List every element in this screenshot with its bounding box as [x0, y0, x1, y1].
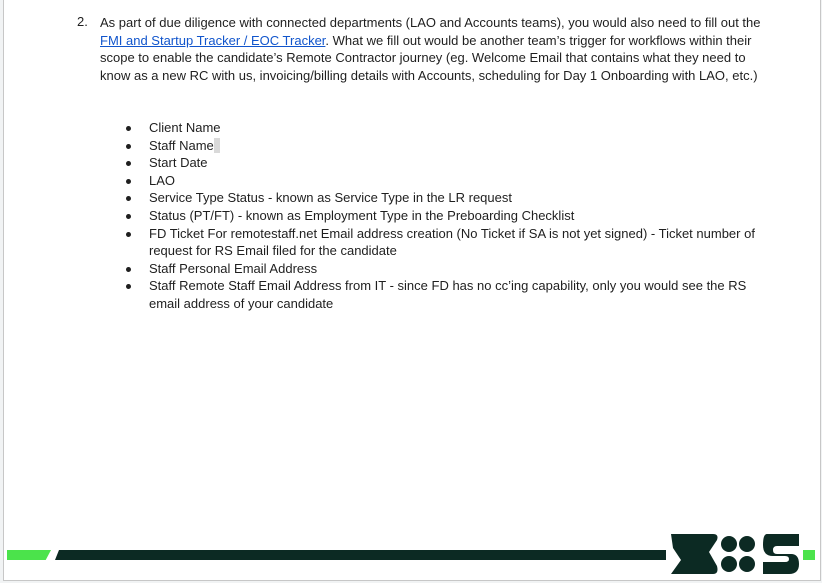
paragraph-text-start: As part of due diligence with connected departments (LAO and Accounts teams), you would also need to fill out the	[100, 15, 761, 30]
list-item	[100, 207, 780, 225]
list-item	[100, 137, 780, 155]
bullet-icon	[126, 126, 131, 131]
footer-bar	[55, 550, 666, 560]
bullet-icon	[126, 144, 131, 149]
bullet-text: Service Type Status - known as Service Type in the LR request	[149, 190, 512, 206]
list-item	[100, 154, 780, 172]
bullet-text: LAO	[149, 172, 176, 188]
bullet-text: FD Ticket For remotestaff.net Email address creation (No Ticket if SA is not yet signed) - Ticket number of request for RS Email filed for the candidate	[149, 225, 755, 259]
bullet-text: Start Date	[149, 155, 208, 171]
bullet-text: Staff Name	[149, 137, 214, 153]
bullet-icon	[126, 196, 131, 201]
list-item	[100, 277, 780, 312]
company-logo-icon	[669, 532, 801, 576]
footer-accent-left	[7, 550, 51, 560]
bullet-text: Status (PT/FT) - known as Employment Type in the Preboarding Checklist	[149, 207, 575, 223]
list-number: 2.	[77, 14, 88, 29]
bullet-text: Client Name	[149, 120, 221, 135]
bullet-icon	[126, 214, 131, 219]
list-item	[100, 260, 780, 278]
bullet-icon	[126, 232, 131, 237]
paragraph	[100, 14, 772, 84]
list-item	[100, 172, 780, 190]
bullet-text: Staff Remote Staff Email Address from IT - since FD has no cc’ing capability, only you would see the RS email address of your candidate	[149, 278, 747, 311]
list-item	[100, 119, 780, 137]
bullet-icon	[126, 284, 131, 289]
bullet-icon	[126, 161, 131, 166]
bullet-icon	[126, 267, 131, 272]
list-item	[100, 189, 780, 207]
tracker-link[interactable]: FMI and Startup Tracker / EOC Tracker	[100, 32, 326, 48]
bullet-text: Staff Personal Email Address	[149, 260, 318, 276]
bullet-list	[100, 119, 780, 313]
bullet-icon	[126, 179, 131, 184]
footer-accent-right	[803, 550, 815, 560]
document-page	[3, 0, 821, 581]
text-cursor	[214, 138, 220, 153]
paragraph-text-end: . What we fill out would be another team’s trigger for workflows within their scope to enable the candidate’s Remote Contractor journey (eg. Welcome Email that contains what they need to know as a new RC with us, invoicing/billing details with Accounts, scheduling for Day 1 Onboarding with LAO, etc.)	[100, 32, 758, 83]
list-item	[100, 225, 780, 260]
